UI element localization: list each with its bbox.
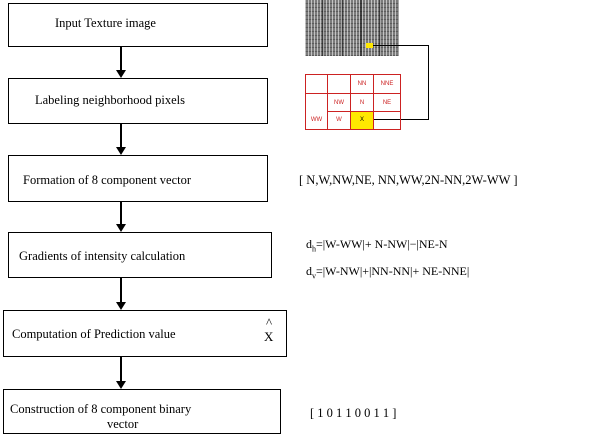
arrow-3-line xyxy=(120,202,122,224)
step-input-texture-label: Input Texture image xyxy=(55,16,156,30)
step-prediction-box xyxy=(3,310,287,357)
gradient-dh-expression: =|W-WW|+ N-NW|−|NE-N xyxy=(316,237,448,251)
grid-cell-r1c3: NN xyxy=(351,75,374,94)
grid-cell-r1c4: NNE xyxy=(374,75,400,94)
grid-cell-r3c2: W xyxy=(328,112,351,129)
binary-vector-text: [ 1 0 1 1 0 0 1 1 ] xyxy=(310,406,397,420)
step-labeling-label: Labeling neighborhood pixels xyxy=(35,93,185,107)
gradient-dh-formula xyxy=(306,237,448,253)
component-vector-text: [ N,W,NW,NE, NN,WW,2N-NN,2W-WW ] xyxy=(299,173,518,187)
arrow-4-head xyxy=(116,302,126,310)
grid-cell-r2c2: NW xyxy=(328,94,351,112)
arrow-5-line xyxy=(120,357,122,381)
arrow-2-head xyxy=(116,147,126,155)
connector-horizontal-top xyxy=(373,45,429,46)
arrow-2-line xyxy=(120,124,122,147)
prediction-x-symbol: X xyxy=(264,329,274,344)
step-prediction-label: Computation of Prediction value xyxy=(12,327,176,341)
step-gradients-label: Gradients of intensity calculation xyxy=(19,249,186,263)
neighborhood-grid xyxy=(305,74,401,130)
step-input-texture-box xyxy=(8,3,268,47)
step-binary-vector-label-line2: vector xyxy=(107,417,139,431)
grid-cell-r3c4 xyxy=(374,112,400,129)
grid-cell-r2c3: N xyxy=(351,94,374,112)
gradient-dh-subscript: h xyxy=(312,244,316,254)
connector-vertical xyxy=(428,45,429,120)
step-binary-vector-label-line1: Construction of 8 component binary xyxy=(10,402,192,416)
arrow-1-line xyxy=(120,47,122,70)
arrow-3-head xyxy=(116,224,126,232)
arrow-5-head xyxy=(116,381,126,389)
arrow-4-line xyxy=(120,278,122,302)
gradient-dv-formula xyxy=(306,264,469,280)
texture-selected-pixel xyxy=(366,43,373,48)
texture-image xyxy=(305,0,399,56)
gradient-dv-subscript: v xyxy=(312,271,316,281)
gradient-dh-label: d xyxy=(306,237,312,251)
step-labeling-box xyxy=(8,78,268,124)
step-gradients-box xyxy=(8,232,272,278)
arrow-1-head xyxy=(116,70,126,78)
grid-cell-r3c1: WW xyxy=(306,112,328,129)
step-binary-vector-box xyxy=(3,389,281,434)
grid-cell-r2c1 xyxy=(306,94,328,112)
grid-cell-r1c1 xyxy=(306,75,328,94)
gradient-dv-expression: =|W-NW|+|NN-NN|+ NE-NNE| xyxy=(316,264,470,278)
grid-cell-current-pixel-x: X xyxy=(351,112,374,129)
step-vector-formation-label: Formation of 8 component vector xyxy=(23,173,192,187)
prediction-hat-symbol: ^ xyxy=(266,315,273,330)
grid-cell-r1c2 xyxy=(328,75,351,94)
step-vector-formation-box xyxy=(8,155,268,202)
gradient-dv-label: d xyxy=(306,264,312,278)
grid-cell-r2c4: NE xyxy=(374,94,400,112)
